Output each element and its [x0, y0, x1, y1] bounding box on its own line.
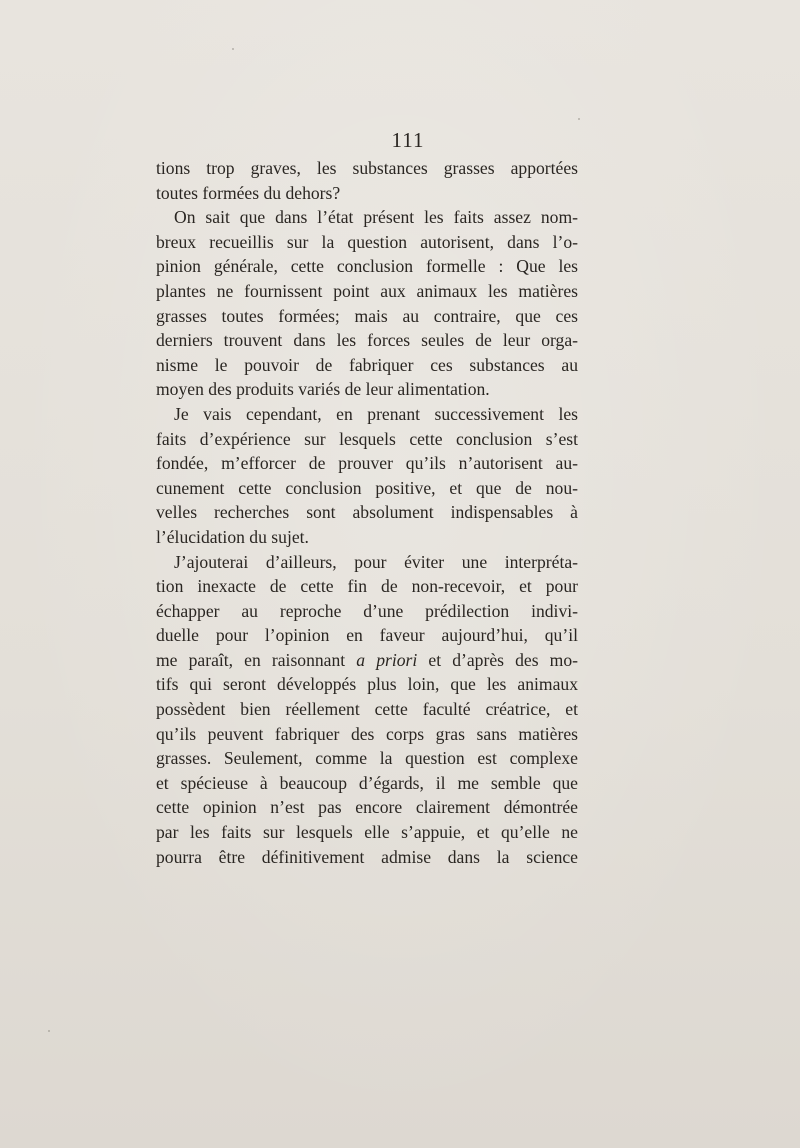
paper-speck: [48, 1030, 50, 1032]
text-line: derniers trouvent dans les forces seules de leur orga-: [156, 330, 578, 351]
paper-speck: [578, 118, 580, 120]
text-line: cunement cette conclusion positive, et que de nou-: [156, 477, 578, 498]
text-line: On sait que dans l’état présent les faits assez nom-: [174, 207, 578, 228]
text-line: me paraît, en raisonnant a priori et d’après des mo-: [156, 649, 578, 670]
paper-speck: [232, 48, 234, 50]
body-text: [156, 156, 578, 869]
text-line: par les faits sur lesquels elle s’appuie, et qu’elle ne: [156, 822, 578, 843]
text-line: tifs qui seront développés plus loin, que les animaux: [156, 674, 578, 695]
text-line: moyen des produits variés de leur alimentation.: [156, 379, 490, 400]
text-line: et spécieuse à beaucoup d’égards, il me semble que: [156, 772, 578, 793]
text-line: tion inexacte de cette fin de non-recevoir, et pour: [156, 576, 578, 597]
text-line: toutes formées du dehors?: [156, 182, 341, 203]
text-line: grasses toutes formées; mais au contraire, que ces: [156, 305, 578, 326]
text-line: tions trop graves, les substances grasses apportées: [156, 158, 578, 178]
text-line: nisme le pouvoir de fabriquer ces substances au: [156, 354, 578, 375]
italic-phrase: a priori: [356, 649, 418, 670]
text-line: velles recherches sont absolument indispensables à: [156, 502, 578, 523]
text-line: breux recueillis sur la question autorisent, dans l’o-: [156, 231, 578, 252]
text-line: plantes ne fournissent point aux animaux les matières: [156, 280, 578, 301]
text-line: l’élucidation du sujet.: [156, 526, 309, 547]
text-line: qu’ils peuvent fabriquer des corps gras sans matières: [156, 723, 578, 744]
text-line: cette opinion n’est pas encore clairement démontrée: [156, 797, 578, 818]
text-line: duelle pour l’opinion en faveur aujourd’hui, qu’il: [156, 625, 578, 646]
text-line: Je vais cependant, en prenant successivement les: [174, 403, 578, 424]
text-line: pourra être définitivement admise dans la science: [156, 846, 578, 867]
text-line: possèdent bien réellement cette faculté créatrice, et: [156, 699, 578, 720]
text-line: échapper au reproche d’une prédilection indivi-: [156, 600, 578, 621]
text-line: grasses. Seulement, comme la question est complexe: [156, 748, 578, 769]
page-number: 111: [391, 128, 425, 152]
text-line: fondée, m’efforcer de prouver qu’ils n’autorisent au-: [156, 453, 578, 474]
text-line: pinion générale, cette conclusion formelle : Que les: [156, 256, 578, 277]
text-line: faits d’expérience sur lesquels cette conclusion s’est: [156, 428, 578, 449]
text-line: J’ajouterai d’ailleurs, pour éviter une interpréta-: [174, 551, 578, 572]
